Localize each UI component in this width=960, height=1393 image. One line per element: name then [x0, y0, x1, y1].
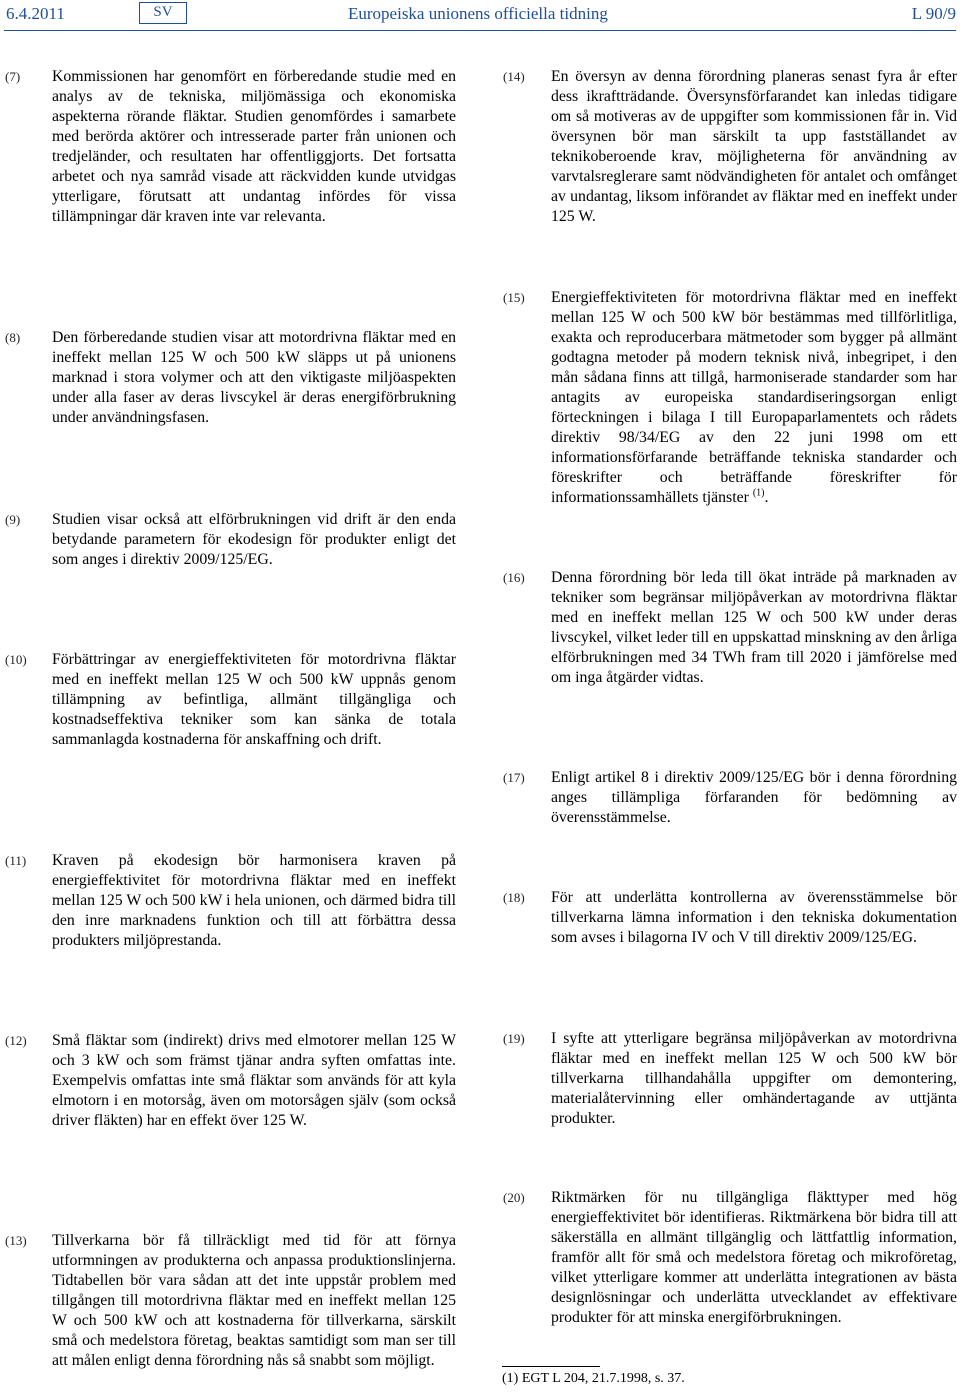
- recital-number: (8): [5, 330, 21, 345]
- language-badge: SV: [139, 2, 187, 24]
- recital-text: Studien visar också att elförbrukningen vid drift är den enda betydande parametern för ekodesign för produkter enligt det som anges i direktiv 2009/125/EG.: [52, 511, 456, 568]
- recital-number: (17): [503, 770, 525, 785]
- header-rule: [4, 30, 956, 31]
- recital-number: (12): [5, 1033, 27, 1048]
- footnote-text: EGT L 204, 21.7.1998, s. 37.: [521, 1371, 685, 1386]
- footnote-mark: (1): [502, 1371, 519, 1386]
- footnote-rule: [502, 1366, 600, 1367]
- recital-number: (16): [503, 570, 525, 585]
- recital-text: Riktmärken för nu tillgängliga fläkttyper med hög energieffektivitet bör identifieras. Riktmärkena bör bidra till att säkerställa en allmänt tillgänglig och lättfattlig information, framför allt för små och medelstora företag och mikroföretag, vilket ytterligare kommer att underlätta integrationen av bästa designlösningar och underlätta utvecklandet av effektivare produkter för att minska energiförbrukningen.: [551, 1189, 957, 1326]
- recital-text: För att underlätta kontrollerna av överensstämmelse bör tillverkarna lämna information i den tekniska dokumentation som avses i bilagorna IV och V till direktiv 2009/125/EG.: [551, 889, 957, 946]
- recital-number: (7): [5, 69, 21, 84]
- recital-number: (14): [503, 69, 525, 84]
- page-header: [0, 0, 960, 30]
- recital-number: (18): [503, 890, 525, 905]
- recital-text: [551, 288, 957, 508]
- recital-text: I syfte att ytterligare begränsa miljöpåverkan av motordrivna fläktar med en ineffekt mellan 125 W och 500 kW bör tillverkarna tillhandahålla uppgifter om demontering, materialåtervinning eller omhändertagande av uttjänta produkter.: [551, 1030, 957, 1127]
- recital-text: Den förberedande studien visar att motordrivna fläktar med en ineffekt mellan 125 W och 500 kW släpps ut på unionens marknad i stora volymer och att den viktigaste miljöaspekten under alla faser av deras livscykel är deras energiförbrukning under användningsfasen.: [52, 329, 456, 426]
- footnote: [502, 1371, 685, 1387]
- recital-number: (9): [5, 512, 21, 527]
- footnote-ref[interactable]: (1): [752, 487, 765, 499]
- recital-body: Energieffektiviteten för motordrivna fläktar med en ineffekt mellan 125 W och 500 kW bör bestämmas med tillförlitliga, exakta och reproducerbara mätmetoder som bygger på allmänt godtagna metoder på modern teknisk nivå, inbegripet, i den mån sådana finns att tillgå, harmoniserade standarder som har antagits av europeiska standardiseringsorgan enligt förteckningen i bilaga I till Europaparlamentets och rådets direktiv 98/34/EG av den 22 juni 1998 om ett informationsförfarande beträffande tekniska standarder och föreskrifter och beträffande föreskrifter för informationssamhällets tjänster: [551, 289, 957, 506]
- recital-text: Kraven på ekodesign bör harmonisera kraven på energieffektivitet för motordrivna fläktar med en ineffekt mellan 125 W och 500 kW i hela unionen, och därmed bidra till den inre marknadens funktion och till att förbättra dessa produkters miljöprestanda.: [52, 852, 456, 949]
- recital-text: Enligt artikel 8 i direktiv 2009/125/EG bör i denna förordning anges tillämpliga förfaranden för bedömning av överensstämmelse.: [551, 769, 957, 826]
- recital-text: Små fläktar som (indirekt) drivs med elmotorer mellan 125 W och 3 kW och som främst tjänar andra syften omfattas inte. Exempelvis omfattas inte små fläktar som används för att kyla elmotorn i en motorsåg, även om motorsågen själv (som också driver fläkten) har en effekt över 125 W.: [52, 1032, 456, 1129]
- recital-number: (20): [503, 1190, 525, 1205]
- recital-text: Tillverkarna bör få tillräckligt med tid för att förnya utformningen av produkterna och anpassa produktionslinjerna. Tidtabellen bör vara sådan att det inte uppstår problem med tillgången till motordrivna fläktar med en ineffekt mellan 125 W och 500 kW och att kostnaderna för tillverkarna, särskilt små och medelstora företag, beaktas samtidigt som man ser till att målen enligt denna förordning nås så snabbt som möjligt.: [52, 1232, 456, 1369]
- recital-text: En översyn av denna förordning planeras senast fyra år efter dess ikraftträdande. Översynsförfarandet kan inledas tidigare om så motiveras av de uppgifter som kommissionen får in. Vid översynen bör man särskilt ta upp fastställandet av teknikoberoende krav, möjligheterna för användning av varvtalsreglerare samt nödvändigheten för antalet och omfånget av undantag, liksom införandet av fläktar med en ineffekt under 125 W.: [551, 68, 957, 225]
- recital-text: Denna förordning bör leda till ökat inträde på marknaden av tekniker som begränsar miljöpåverkan av motordrivna fläktar med en ineffekt mellan 125 W och 500 kW under deras livscykel, vilket leder till en uppskattad minskning av den årliga elförbrukningen med 34 TWh fram till 2020 i jämförelse med om inga åtgärder vidtas.: [551, 569, 957, 686]
- recital-text: Förbättringar av energieffektiviteten för motordrivna fläktar med en ineffekt mellan 125 W och 500 kW uppnås genom tillämpning av befintliga, allmänt tillgängliga och kostnadseffektiva tekniker som kan sänka de totala sammanlagda kostnaderna för anskaffning och drift.: [52, 651, 456, 748]
- recital-number: (13): [5, 1233, 27, 1248]
- recital-tail: .: [764, 489, 769, 506]
- journal-title: Europeiska unionens officiella tidning: [348, 4, 608, 23]
- header-date: 6.4.2011: [6, 4, 65, 23]
- recital-text: Kommissionen har genomfört en förberedande studie med en analys av de tekniska, miljömässiga och ekonomiska aspekterna rörande fläktar. Studien genomfördes i samarbete med berörda aktörer och intresserade parter från unionen och tredjeländer, och resultaten har offentliggjorts. Det fortsatta arbetet och nya samråd visade att räckvidden kunde utvidgas ytterligare, förutsatt att undantag infördes för vissa tillämpningar där kraven inte var relevanta.: [52, 68, 456, 225]
- recital-number: (19): [503, 1031, 525, 1046]
- page-number: L 90/9: [911, 4, 956, 23]
- recital-number: (15): [503, 290, 525, 305]
- recital-number: (11): [5, 853, 27, 868]
- recital-number: (10): [5, 652, 27, 667]
